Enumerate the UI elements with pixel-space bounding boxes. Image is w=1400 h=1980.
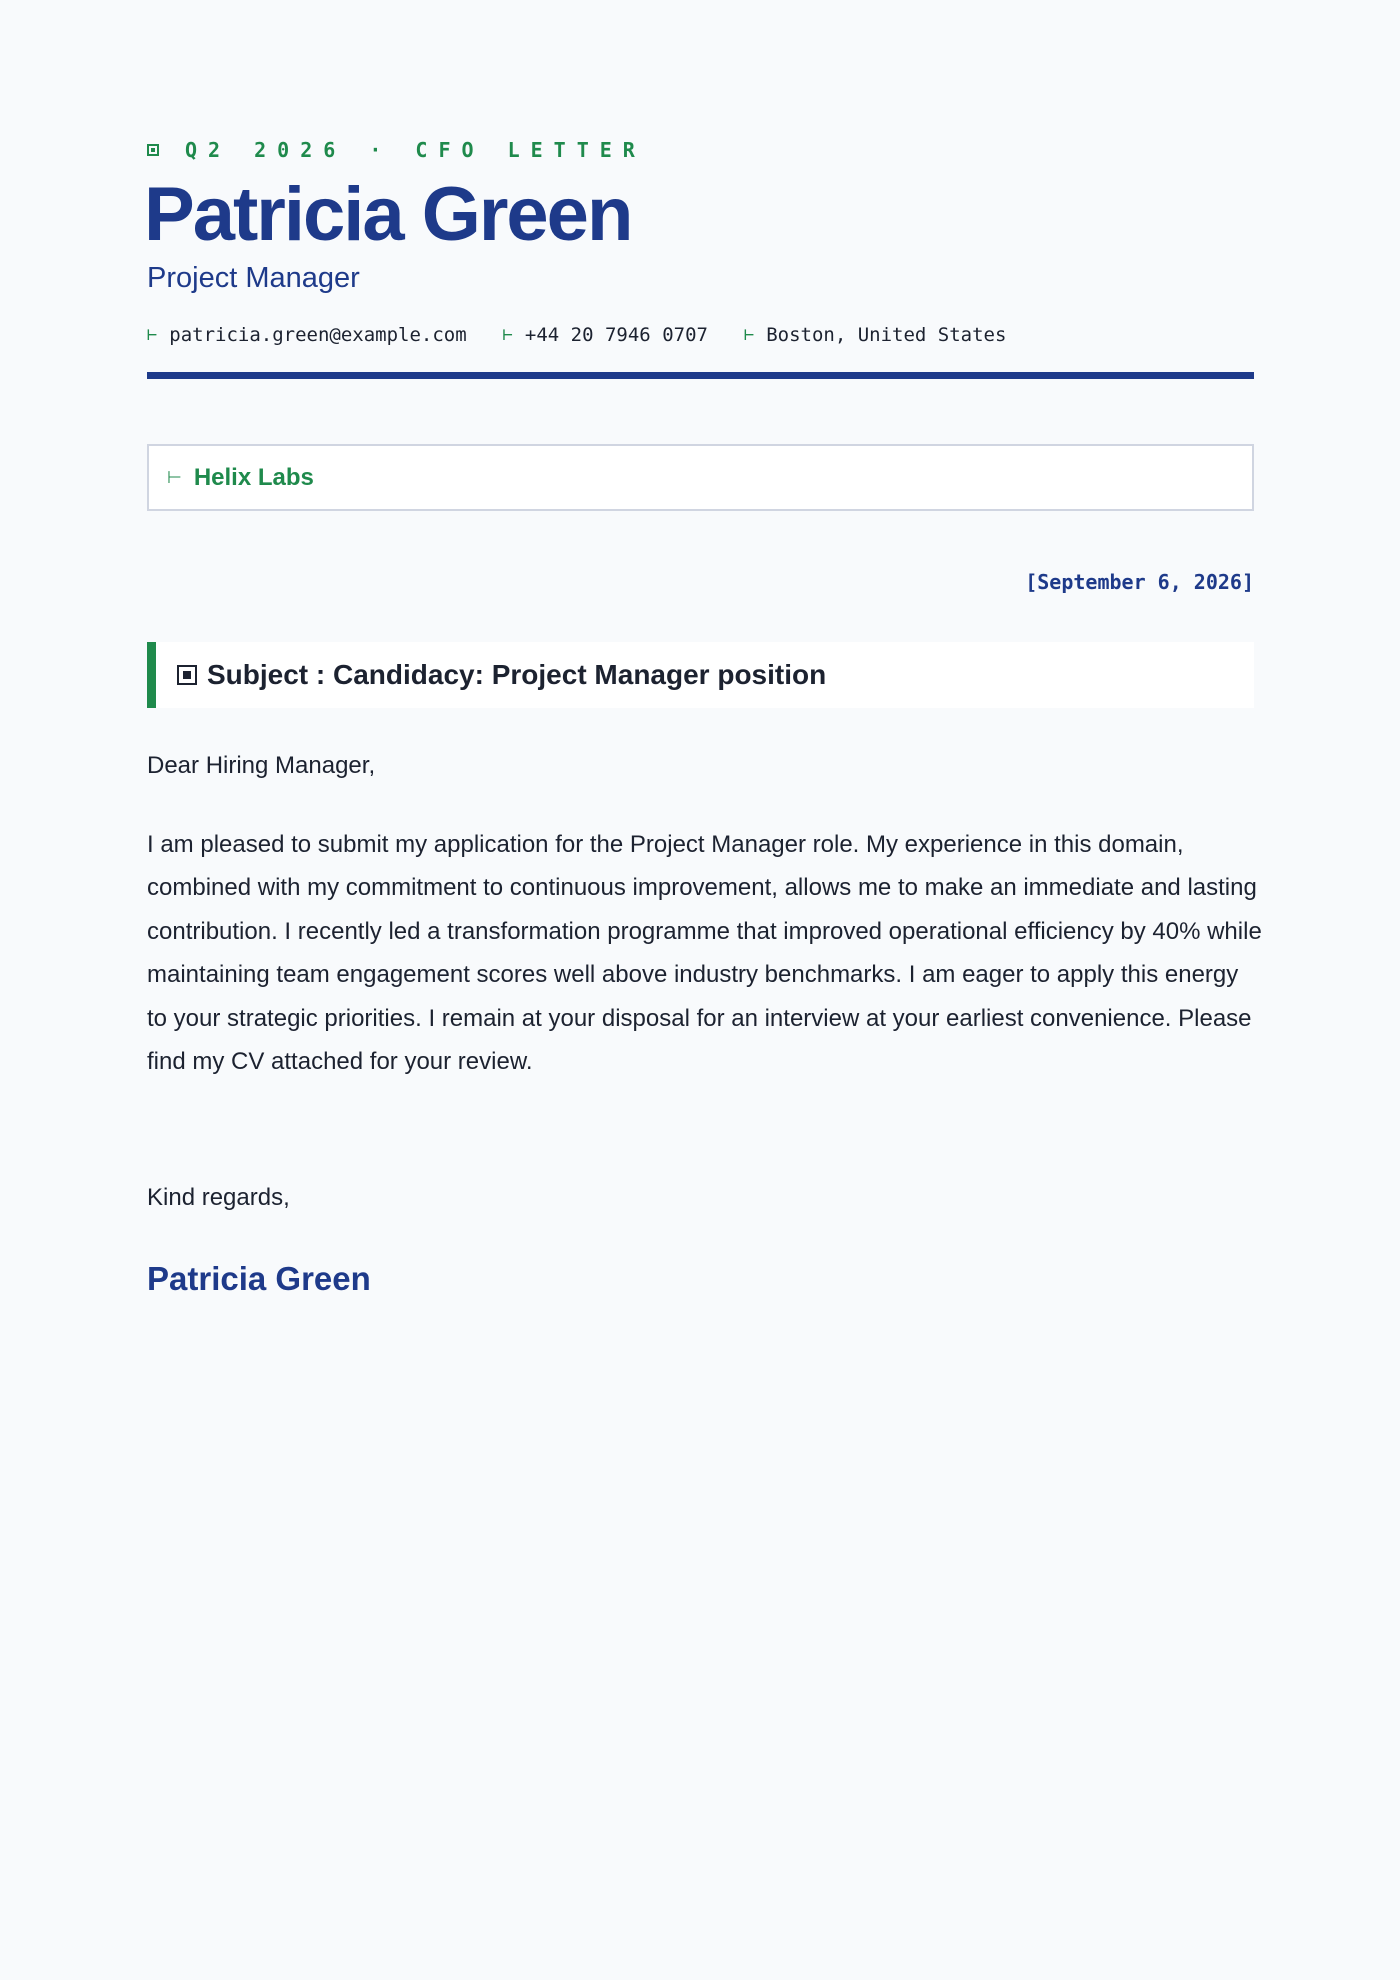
square-dot-icon <box>147 144 159 156</box>
contact-email <box>147 324 467 346</box>
sender-name: Patricia Green <box>144 172 632 257</box>
contact-phone <box>503 324 708 346</box>
square-dot-icon <box>177 665 197 685</box>
tee-icon: ⊢ <box>502 325 513 345</box>
recipient-company: Helix Labs <box>193 463 314 491</box>
letter-body: I am pleased to submit my application for the Project Manager role. My experience in this domain, combined with my commitment to continuous improvement, allows me to make an immediate and lasting contribution. I recently led a transformation programme that improved operational efficiency by 40% while maintaining team engagement scores well above industry benchmarks. I am eager to apply this energy to your strategic priorities. I remain at your disposal for an interview at your earliest convenience. Please find my CV attached for your review. <box>147 831 1262 1076</box>
sender-role: Project Manager <box>147 262 360 294</box>
closing: Kind regards, <box>147 1184 290 1211</box>
header-divider <box>147 372 1254 379</box>
contact-row <box>147 324 1042 346</box>
contact-email-text: patricia.green@example.com <box>169 324 467 346</box>
kicker-text: Q2 2026 · CFO LETTER <box>185 138 646 162</box>
signature: Patricia Green <box>147 1260 371 1297</box>
recipient-box <box>147 444 1254 511</box>
salutation: Dear Hiring Manager, <box>147 752 376 779</box>
letter-date: [September 6, 2026] <box>1025 570 1254 594</box>
tee-icon: ⊢ <box>743 325 755 345</box>
contact-location-text: Boston, United States <box>766 324 1007 346</box>
tee-icon: ⊢ <box>147 325 158 345</box>
subject-line <box>147 642 1254 708</box>
contact-location <box>744 324 1006 346</box>
tee-icon: ⊢ <box>167 467 182 487</box>
subject-accent-bar <box>147 642 156 708</box>
subject-text: Subject : Candidacy: Project Manager position <box>207 659 827 690</box>
letter-kicker <box>147 138 646 162</box>
contact-phone-text: +44 20 7946 0707 <box>524 324 708 346</box>
